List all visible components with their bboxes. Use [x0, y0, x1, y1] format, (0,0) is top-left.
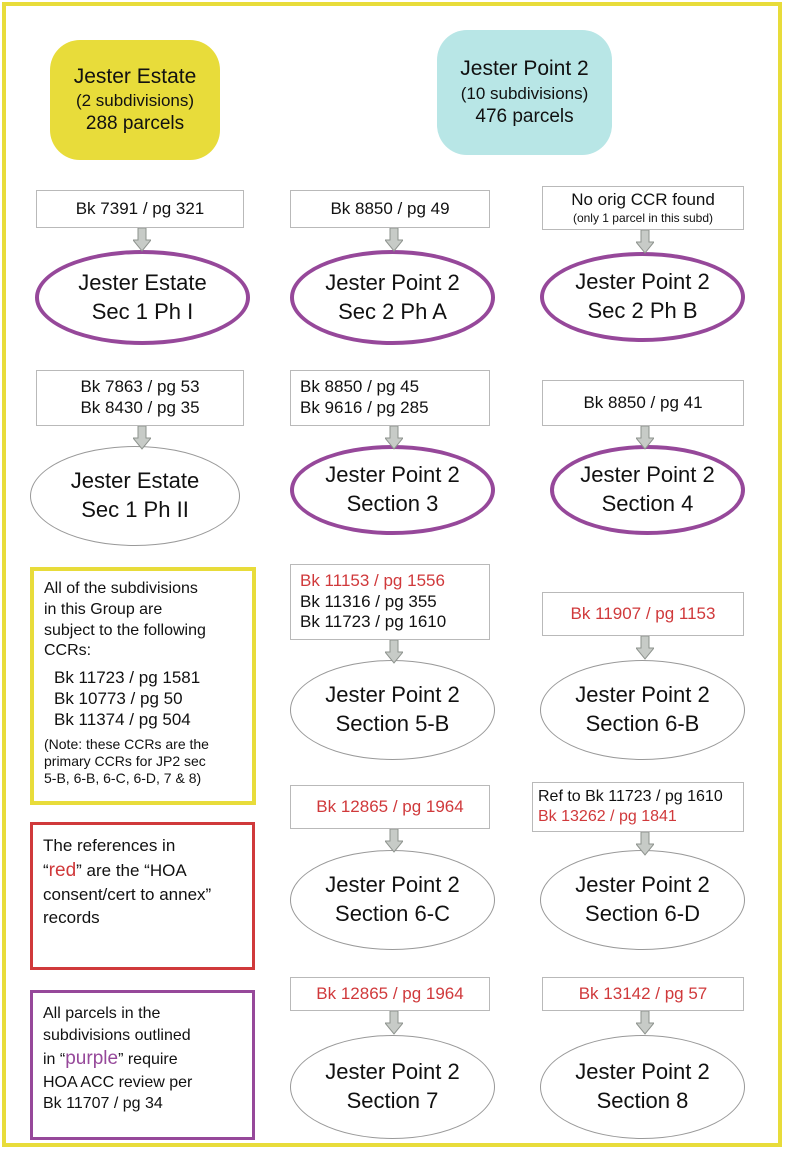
reference-line: Bk 11316 / pg 355	[300, 591, 437, 611]
purple-legend-note: All parcels in the subdivisions outlined in “purple” require HOA ACC review per Bk 11707 / pg 34	[30, 990, 255, 1140]
subdivision-node	[290, 445, 495, 535]
note-line: All parcels in the	[43, 1005, 161, 1022]
subdivision-name: Jester Point 2	[325, 872, 460, 898]
ccr-reference-box	[290, 977, 490, 1011]
subdivision-node	[290, 850, 495, 950]
down-arrow-icon	[385, 640, 403, 664]
subdivision-section: Section 8	[596, 1088, 689, 1113]
header-jester-estate	[50, 40, 220, 160]
subdivision-node	[540, 850, 745, 950]
subdivision-name: Jester Point 2	[325, 1059, 460, 1085]
subdivision-name: Jester Point 2	[580, 462, 715, 488]
down-arrow-icon	[133, 228, 151, 252]
down-arrow-icon	[385, 426, 403, 450]
reference-line: Bk 13262 / pg 1841	[538, 808, 677, 825]
subdivision-node	[540, 1035, 745, 1139]
down-arrow-icon	[636, 230, 654, 254]
header-parcels: 476 parcels	[475, 105, 574, 127]
subdivision-name: Jester Point 2	[575, 682, 710, 708]
note-line: subdivisions outlined	[43, 1026, 191, 1044]
subdivision-node	[290, 1035, 495, 1139]
header-title: Jester Estate	[73, 64, 197, 88]
down-arrow-icon	[636, 832, 654, 856]
note-line: HOA ACC review per	[43, 1073, 193, 1091]
subdivision-section: Sec 1 Ph II	[81, 497, 189, 522]
red-keyword: red	[48, 859, 77, 881]
subdivision-section: Section 4	[601, 491, 694, 516]
subdivision-name: Jester Point 2	[575, 1059, 710, 1085]
header-subdivisions: (10 subdivisions)	[460, 83, 589, 103]
subdivision-section: Section 7	[346, 1088, 439, 1113]
subdivision-section: Section 6-C	[335, 901, 450, 926]
subdivision-node	[540, 660, 745, 760]
ccr-reference-box	[290, 785, 490, 829]
reference-line: Bk 11153 / pg 1556	[300, 570, 445, 590]
subdivision-name: Jester Estate	[70, 468, 200, 494]
ccr-reference: Bk 11374 / pg 504	[54, 709, 191, 729]
reference-line: Bk 8850 / pg 41	[583, 392, 703, 412]
subdivision-name: Jester Estate	[78, 269, 207, 295]
ccr-reference-box	[36, 190, 244, 228]
subdivision-section: Section 3	[346, 491, 439, 516]
ccr-reference: Bk 10773 / pg 50	[54, 688, 183, 708]
subdivision-name: Jester Point 2	[325, 682, 460, 708]
note-line: The references in	[43, 836, 176, 855]
down-arrow-icon	[385, 1011, 403, 1035]
red-legend-note: The references in “red” are the “HOA consent/cert to annex” records	[30, 822, 255, 970]
reference-line: Bk 11723 / pg 1610	[300, 612, 447, 632]
ccr-reference-box	[542, 977, 744, 1011]
ccr-reference-box	[290, 190, 490, 228]
note-line: All of the subdivisions	[44, 580, 198, 597]
reference-line: Bk 7863 / pg 53	[80, 377, 200, 397]
ccr-reference: Bk 11723 / pg 1581	[54, 668, 201, 688]
subdivision-node	[290, 250, 495, 345]
note-line: subject to the following	[44, 621, 206, 639]
note-fine-print: primary CCRs for JP2 sec	[44, 753, 206, 770]
reference-line: Bk 8850 / pg 49	[330, 198, 450, 218]
subdivision-node	[550, 445, 745, 535]
reference-line: Bk 9616 / pg 285	[300, 398, 429, 417]
reference-line: Bk 12865 / pg 1964	[316, 983, 464, 1003]
note-line: in this Group are	[44, 600, 163, 618]
subdivision-node	[540, 252, 745, 342]
subdivision-name: Jester Point 2	[325, 269, 460, 295]
subdivision-node	[30, 446, 240, 546]
reference-line: Bk 8850 / pg 45	[300, 377, 420, 397]
ccr-reference-box	[290, 370, 490, 426]
subdivision-node	[35, 250, 250, 345]
header-subdivisions: (2 subdivisions)	[75, 91, 195, 111]
header-title: Jester Point 2	[460, 57, 589, 81]
reference-line: No orig CCR found	[571, 190, 715, 210]
subdivision-section: Sec 1 Ph I	[91, 298, 194, 324]
ccr-group-note	[30, 567, 256, 805]
ccr-reference-box	[542, 380, 744, 426]
reference-line: Bk 11907 / pg 1153	[570, 603, 716, 623]
reference-note: (only 1 parcel in this subd)	[572, 211, 714, 226]
note-line: CCRs:	[44, 642, 92, 660]
header-parcels: 288 parcels	[85, 113, 185, 135]
subdivision-section: Section 6-B	[585, 711, 700, 736]
purple-keyword: purple	[65, 1048, 119, 1070]
subdivision-node	[290, 660, 495, 760]
ccr-reference-box	[36, 370, 244, 426]
reference-line: Bk 13142 / pg 57	[578, 983, 708, 1003]
note-fine-print: (Note: these CCRs are the	[44, 736, 209, 753]
reference-line: Bk 8430 / pg 35	[80, 398, 200, 417]
down-arrow-icon	[385, 228, 403, 252]
subdivision-name: Jester Point 2	[575, 872, 710, 898]
note-fine-print: 5-B, 6-B, 6-C, 6-D, 7 & 8)	[44, 769, 202, 786]
note-line: records	[43, 907, 100, 927]
subdivision-name: Jester Point 2	[325, 462, 460, 488]
subdivision-section: Section 5-B	[335, 711, 450, 736]
note-line: consent/cert to annex”	[43, 884, 212, 904]
subdivision-name: Jester Point 2	[575, 269, 710, 295]
ccr-reference-box	[532, 782, 744, 832]
subdivision-section: Section 6-D	[585, 901, 700, 926]
subdivision-section: Sec 2 Ph B	[587, 298, 698, 323]
down-arrow-icon	[385, 829, 403, 853]
reference-line: Bk 7391 / pg 321	[75, 198, 205, 218]
subdivision-section: Sec 2 Ph A	[338, 298, 447, 324]
down-arrow-icon	[636, 1011, 654, 1035]
reference-line: Bk 12865 / pg 1964	[316, 796, 464, 816]
header-jester-point-2	[437, 30, 612, 155]
ccr-reference-box	[290, 564, 490, 640]
note-line: Bk 11707 / pg 34	[43, 1095, 163, 1113]
down-arrow-icon	[636, 426, 654, 450]
ccr-reference-box	[542, 186, 744, 230]
down-arrow-icon	[636, 636, 654, 660]
down-arrow-icon	[133, 426, 151, 450]
ccr-reference-box	[542, 592, 744, 636]
reference-line: Ref to Bk 11723 / pg 1610	[538, 788, 723, 806]
